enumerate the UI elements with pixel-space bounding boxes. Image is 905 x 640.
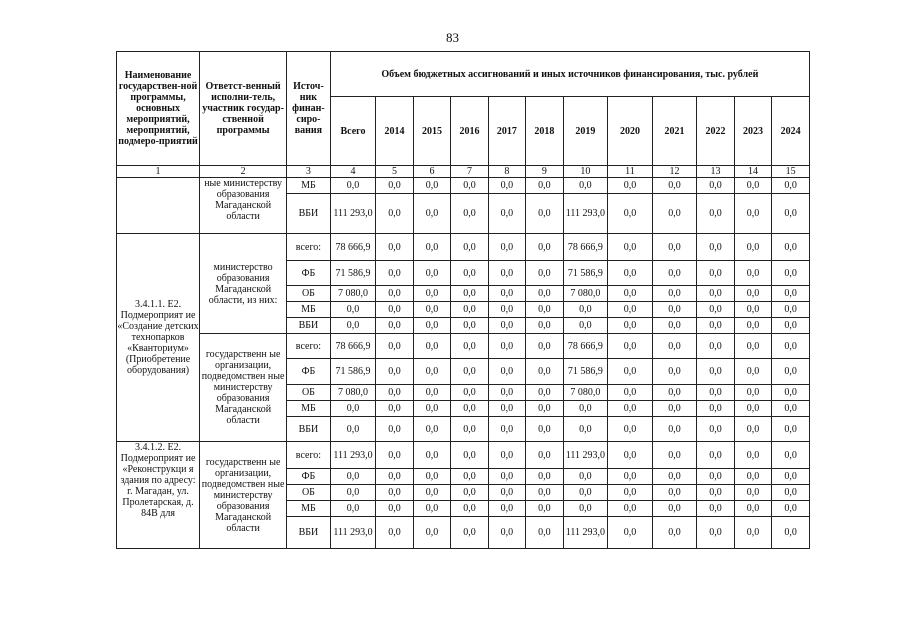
year-value-cell: 0,0 [734, 469, 771, 485]
executor-cell: министерство образования Магаданской области, из них: [200, 234, 287, 334]
year-value-cell: 0,0 [772, 469, 810, 485]
year-value-cell: 0,0 [734, 261, 771, 286]
year-value-cell: 0,0 [451, 302, 488, 318]
year-value-cell: 0,0 [652, 417, 697, 442]
year-value-cell: 0,0 [376, 359, 413, 385]
year-value-cell: 0,0 [488, 261, 525, 286]
year-value-cell: 0,0 [734, 318, 771, 334]
year-value-cell: 0,0 [734, 401, 771, 417]
table-body [117, 178, 810, 549]
year-value-cell: 0,0 [608, 302, 653, 318]
year-value-cell: 0,0 [451, 442, 488, 469]
year-value-cell: 0,0 [734, 517, 771, 549]
year-value-cell: 0,0 [488, 334, 525, 359]
funding-source-cell: ОБ [287, 385, 331, 401]
total-cell: 0,0 [330, 401, 376, 417]
program-name-cell: 3.4.1.1. Е2. Подмероприят ие «Создание детских технопарков «Кванториум» (Приобретение оборудования) [117, 234, 200, 442]
total-cell: 0,0 [330, 302, 376, 318]
year-value-cell: 0,0 [697, 385, 734, 401]
total-cell: 7 080,0 [330, 385, 376, 401]
year-value-cell: 0,0 [526, 517, 563, 549]
year-value-cell: 0,0 [413, 261, 450, 286]
year-value-cell: 0,0 [772, 417, 810, 442]
year-value-cell: 0,0 [451, 359, 488, 385]
funding-source-cell: ОБ [287, 286, 331, 302]
year-value-cell: 0,0 [652, 178, 697, 194]
year-value-cell: 0,0 [697, 318, 734, 334]
year-value-cell: 0,0 [652, 286, 697, 302]
year-value-cell: 0,0 [772, 334, 810, 359]
year-value-cell: 0,0 [772, 302, 810, 318]
year-value-cell: 78 666,9 [563, 234, 608, 261]
page-number: 83 [446, 30, 459, 45]
year-value-cell: 0,0 [608, 261, 653, 286]
year-value-cell: 0,0 [488, 442, 525, 469]
total-cell: 7 080,0 [330, 286, 376, 302]
year-value-cell: 0,0 [488, 517, 525, 549]
year-value-cell: 0,0 [413, 334, 450, 359]
table-row [117, 442, 810, 469]
total-cell: 78 666,9 [330, 334, 376, 359]
year-value-cell: 0,0 [734, 286, 771, 302]
year-value-cell: 0,0 [772, 261, 810, 286]
year-value-cell: 71 586,9 [563, 359, 608, 385]
year-value-cell: 0,0 [563, 469, 608, 485]
year-value-cell: 0,0 [697, 401, 734, 417]
year-value-cell: 0,0 [451, 318, 488, 334]
year-value-cell: 0,0 [376, 401, 413, 417]
year-value-cell: 0,0 [734, 178, 771, 194]
header-budget-volume: Объем бюджетных ассигнований и иных источников финансирования, тыс. рублей [330, 52, 809, 97]
year-value-cell: 0,0 [608, 334, 653, 359]
column-number: 2 [200, 166, 287, 178]
total-cell: 71 586,9 [330, 261, 376, 286]
year-value-cell: 0,0 [488, 501, 525, 517]
year-value-cell: 0,0 [697, 334, 734, 359]
year-value-cell: 0,0 [488, 417, 525, 442]
year-value-cell: 0,0 [697, 178, 734, 194]
year-value-cell: 0,0 [413, 501, 450, 517]
column-number: 9 [526, 166, 563, 178]
year-value-cell: 0,0 [772, 318, 810, 334]
year-value-cell: 0,0 [526, 417, 563, 442]
column-number: 10 [563, 166, 608, 178]
year-value-cell: 0,0 [376, 469, 413, 485]
total-cell: 0,0 [330, 318, 376, 334]
year-value-cell: 0,0 [451, 286, 488, 302]
column-number: 4 [330, 166, 376, 178]
year-value-cell: 0,0 [772, 401, 810, 417]
header-funding-source: Источ-ник финан-сиро-вания [287, 52, 331, 166]
year-value-cell: 0,0 [451, 517, 488, 549]
header-year: 2017 [488, 97, 525, 166]
column-number: 6 [413, 166, 450, 178]
header-year: 2015 [413, 97, 450, 166]
total-cell: 0,0 [330, 469, 376, 485]
year-value-cell: 0,0 [413, 469, 450, 485]
year-value-cell: 0,0 [652, 359, 697, 385]
year-value-cell: 0,0 [376, 501, 413, 517]
year-value-cell: 0,0 [526, 318, 563, 334]
year-value-cell: 78 666,9 [563, 334, 608, 359]
year-value-cell: 111 293,0 [563, 517, 608, 549]
year-value-cell: 0,0 [413, 178, 450, 194]
year-value-cell: 0,0 [526, 401, 563, 417]
total-cell: 78 666,9 [330, 234, 376, 261]
column-number: 3 [287, 166, 331, 178]
header-year: 2021 [652, 97, 697, 166]
year-value-cell: 0,0 [451, 178, 488, 194]
total-cell: 0,0 [330, 417, 376, 442]
executor-cell: ные министерству образования Магаданской области [200, 178, 287, 234]
program-name-cell: 3.4.1.2. Е2. Подмероприят ие «Реконструкци я здания по адресу: г. Магадан, ул. Пролетарская, д. 84В для [117, 442, 200, 549]
year-value-cell: 0,0 [697, 261, 734, 286]
year-value-cell: 0,0 [608, 417, 653, 442]
column-number: 1 [117, 166, 200, 178]
year-value-cell: 0,0 [734, 485, 771, 501]
total-cell: 0,0 [330, 485, 376, 501]
year-value-cell: 0,0 [488, 469, 525, 485]
year-value-cell: 0,0 [772, 286, 810, 302]
funding-source-cell: ФБ [287, 359, 331, 385]
header-year: 2020 [608, 97, 653, 166]
year-value-cell: 0,0 [413, 194, 450, 234]
year-value-cell: 0,0 [697, 234, 734, 261]
year-value-cell: 0,0 [697, 302, 734, 318]
year-value-cell: 0,0 [526, 302, 563, 318]
year-value-cell: 0,0 [488, 318, 525, 334]
year-value-cell: 0,0 [413, 401, 450, 417]
funding-source-cell: МБ [287, 501, 331, 517]
year-value-cell: 0,0 [652, 501, 697, 517]
total-cell: 0,0 [330, 501, 376, 517]
year-value-cell: 0,0 [413, 234, 450, 261]
year-value-cell: 0,0 [451, 234, 488, 261]
funding-source-cell: ВБИ [287, 194, 331, 234]
year-value-cell: 0,0 [563, 178, 608, 194]
column-number: 13 [697, 166, 734, 178]
funding-source-cell: всего: [287, 234, 331, 261]
year-value-cell: 0,0 [413, 359, 450, 385]
funding-source-cell: МБ [287, 302, 331, 318]
funding-source-cell: ВБИ [287, 417, 331, 442]
year-value-cell: 0,0 [772, 485, 810, 501]
year-value-cell: 0,0 [526, 178, 563, 194]
funding-source-cell: ОБ [287, 485, 331, 501]
year-value-cell: 0,0 [608, 517, 653, 549]
year-value-cell: 0,0 [652, 302, 697, 318]
year-value-cell: 0,0 [697, 442, 734, 469]
year-value-cell: 0,0 [608, 234, 653, 261]
funding-source-cell: ФБ [287, 261, 331, 286]
year-value-cell: 7 080,0 [563, 385, 608, 401]
year-value-cell: 0,0 [563, 318, 608, 334]
year-value-cell: 0,0 [697, 194, 734, 234]
year-value-cell: 0,0 [413, 286, 450, 302]
year-value-cell: 0,0 [376, 385, 413, 401]
year-value-cell: 0,0 [772, 194, 810, 234]
year-value-cell: 0,0 [697, 359, 734, 385]
year-value-cell: 0,0 [608, 178, 653, 194]
year-value-cell: 0,0 [734, 359, 771, 385]
year-value-cell: 0,0 [451, 261, 488, 286]
year-value-cell: 0,0 [563, 485, 608, 501]
year-value-cell: 0,0 [734, 501, 771, 517]
header-year: 2016 [451, 97, 488, 166]
year-value-cell: 0,0 [526, 286, 563, 302]
year-value-cell: 0,0 [451, 417, 488, 442]
year-value-cell: 0,0 [413, 442, 450, 469]
year-value-cell: 0,0 [563, 417, 608, 442]
year-value-cell: 0,0 [697, 286, 734, 302]
year-value-cell: 0,0 [772, 385, 810, 401]
header-year: 2019 [563, 97, 608, 166]
year-value-cell: 0,0 [608, 401, 653, 417]
year-value-cell: 0,0 [563, 401, 608, 417]
year-value-cell: 0,0 [608, 194, 653, 234]
total-cell: 0,0 [330, 178, 376, 194]
funding-source-cell: ВБИ [287, 318, 331, 334]
year-value-cell: 0,0 [652, 401, 697, 417]
header-total: Всего [330, 97, 376, 166]
year-value-cell: 0,0 [772, 359, 810, 385]
year-value-cell: 0,0 [376, 485, 413, 501]
column-number: 5 [376, 166, 413, 178]
header-program-name: Наименование государствен-ной программы, основных мероприятий, мероприятий, подмеро-приятий [117, 52, 200, 166]
year-value-cell: 0,0 [376, 334, 413, 359]
column-number: 12 [652, 166, 697, 178]
year-value-cell: 0,0 [376, 194, 413, 234]
funding-source-cell: МБ [287, 178, 331, 194]
table-row [117, 178, 810, 194]
total-cell: 111 293,0 [330, 442, 376, 469]
year-value-cell: 0,0 [488, 302, 525, 318]
year-value-cell: 0,0 [697, 501, 734, 517]
year-value-cell: 0,0 [451, 334, 488, 359]
year-value-cell: 0,0 [563, 501, 608, 517]
year-value-cell: 0,0 [526, 194, 563, 234]
year-value-cell: 7 080,0 [563, 286, 608, 302]
year-value-cell: 0,0 [772, 501, 810, 517]
year-value-cell: 0,0 [413, 385, 450, 401]
year-value-cell: 0,0 [488, 359, 525, 385]
year-value-cell: 0,0 [488, 485, 525, 501]
year-value-cell: 0,0 [772, 234, 810, 261]
year-value-cell: 0,0 [697, 485, 734, 501]
column-number: 11 [608, 166, 653, 178]
year-value-cell: 111 293,0 [563, 442, 608, 469]
year-value-cell: 0,0 [413, 302, 450, 318]
year-value-cell: 0,0 [376, 442, 413, 469]
year-value-cell: 0,0 [563, 302, 608, 318]
year-value-cell: 0,0 [734, 334, 771, 359]
budget-table [116, 51, 810, 549]
year-value-cell: 0,0 [488, 178, 525, 194]
executor-cell: государственн ые организации, подведомствен ные министерству образования Магаданской области [200, 442, 287, 549]
year-value-cell: 0,0 [697, 517, 734, 549]
funding-source-cell: ВБИ [287, 517, 331, 549]
year-value-cell: 0,0 [413, 517, 450, 549]
year-value-cell: 0,0 [526, 501, 563, 517]
year-value-cell: 0,0 [526, 385, 563, 401]
year-value-cell: 0,0 [451, 385, 488, 401]
column-number: 14 [734, 166, 771, 178]
year-value-cell: 0,0 [413, 318, 450, 334]
year-value-cell: 0,0 [652, 442, 697, 469]
total-cell: 111 293,0 [330, 194, 376, 234]
year-value-cell: 0,0 [652, 234, 697, 261]
table-header [117, 52, 810, 178]
year-value-cell: 0,0 [451, 401, 488, 417]
year-value-cell: 0,0 [772, 442, 810, 469]
year-value-cell: 0,0 [376, 234, 413, 261]
year-value-cell: 0,0 [697, 469, 734, 485]
year-value-cell: 0,0 [652, 194, 697, 234]
funding-source-cell: всего: [287, 442, 331, 469]
year-value-cell: 0,0 [376, 318, 413, 334]
year-value-cell: 0,0 [734, 194, 771, 234]
year-value-cell: 0,0 [734, 417, 771, 442]
year-value-cell: 0,0 [451, 501, 488, 517]
header-year: 2022 [697, 97, 734, 166]
year-value-cell: 0,0 [376, 417, 413, 442]
column-number: 7 [451, 166, 488, 178]
year-value-cell: 0,0 [376, 178, 413, 194]
year-value-cell: 0,0 [451, 485, 488, 501]
year-value-cell: 0,0 [608, 485, 653, 501]
year-value-cell: 71 586,9 [563, 261, 608, 286]
year-value-cell: 0,0 [488, 194, 525, 234]
year-value-cell: 0,0 [608, 442, 653, 469]
year-value-cell: 0,0 [772, 517, 810, 549]
year-value-cell: 0,0 [608, 385, 653, 401]
column-number: 15 [772, 166, 810, 178]
year-value-cell: 0,0 [526, 334, 563, 359]
column-number: 8 [488, 166, 525, 178]
year-value-cell: 0,0 [376, 286, 413, 302]
year-value-cell: 111 293,0 [563, 194, 608, 234]
header-executor: Ответст-венный исполни-тель, участник государ-ственной программы [200, 52, 287, 166]
year-value-cell: 0,0 [526, 442, 563, 469]
year-value-cell: 0,0 [488, 286, 525, 302]
year-value-cell: 0,0 [652, 517, 697, 549]
year-value-cell: 0,0 [652, 334, 697, 359]
year-value-cell: 0,0 [652, 485, 697, 501]
year-value-cell: 0,0 [608, 359, 653, 385]
program-name-cell [117, 178, 200, 234]
year-value-cell: 0,0 [652, 385, 697, 401]
year-value-cell: 0,0 [526, 261, 563, 286]
table-row [117, 234, 810, 261]
year-value-cell: 0,0 [376, 517, 413, 549]
year-value-cell: 0,0 [526, 234, 563, 261]
year-value-cell: 0,0 [652, 469, 697, 485]
total-cell: 71 586,9 [330, 359, 376, 385]
year-value-cell: 0,0 [608, 469, 653, 485]
year-value-cell: 0,0 [734, 234, 771, 261]
header-year: 2018 [526, 97, 563, 166]
year-value-cell: 0,0 [734, 385, 771, 401]
year-value-cell: 0,0 [608, 318, 653, 334]
header-year: 2014 [376, 97, 413, 166]
year-value-cell: 0,0 [734, 442, 771, 469]
year-value-cell: 0,0 [608, 501, 653, 517]
year-value-cell: 0,0 [772, 178, 810, 194]
header-year: 2023 [734, 97, 771, 166]
year-value-cell: 0,0 [697, 417, 734, 442]
year-value-cell: 0,0 [526, 359, 563, 385]
year-value-cell: 0,0 [413, 417, 450, 442]
year-value-cell: 0,0 [526, 469, 563, 485]
year-value-cell: 0,0 [488, 401, 525, 417]
year-value-cell: 0,0 [608, 286, 653, 302]
year-value-cell: 0,0 [488, 234, 525, 261]
funding-source-cell: МБ [287, 401, 331, 417]
funding-source-cell: ФБ [287, 469, 331, 485]
table-row [117, 334, 810, 359]
header-number-row [117, 166, 810, 178]
funding-source-cell: всего: [287, 334, 331, 359]
year-value-cell: 0,0 [488, 385, 525, 401]
year-value-cell: 0,0 [451, 194, 488, 234]
year-value-cell: 0,0 [734, 302, 771, 318]
executor-cell: государственн ые организации, подведомствен ные министерству образования Магаданской области [200, 334, 287, 442]
year-value-cell: 0,0 [652, 261, 697, 286]
header-year: 2024 [772, 97, 810, 166]
total-cell: 111 293,0 [330, 517, 376, 549]
year-value-cell: 0,0 [376, 261, 413, 286]
year-value-cell: 0,0 [376, 302, 413, 318]
year-value-cell: 0,0 [413, 485, 450, 501]
year-value-cell: 0,0 [526, 485, 563, 501]
year-value-cell: 0,0 [652, 318, 697, 334]
year-value-cell: 0,0 [451, 469, 488, 485]
